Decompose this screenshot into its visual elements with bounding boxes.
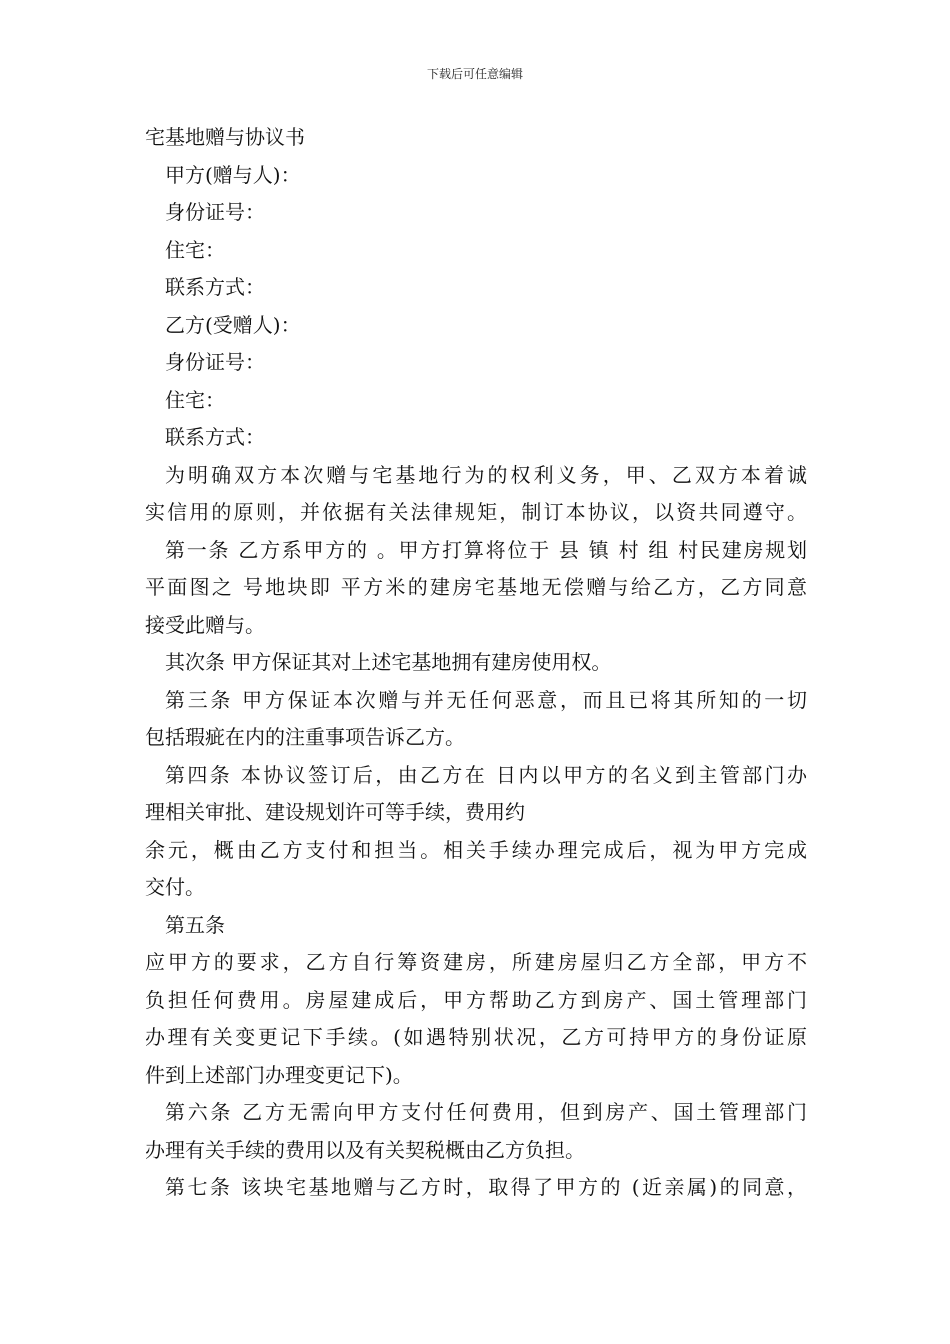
article-4-line-3: 余元，概由乙方支付和担当。相关手续办理完成后，视为甲方完成 — [145, 837, 807, 862]
article-5-line-2: 负担任何费用。房屋建成后，甲方帮助乙方到房产、国土管理部门 — [145, 987, 807, 1012]
article-6-line-2: 办理有关手续的费用以及有关契税概由乙方负担。 — [145, 1137, 585, 1162]
article-4-line-2: 理相关审批、建设规划许可等手续，费用约 — [145, 800, 525, 824]
intro-line-1: 为明确双方本次赠与宅基地行为的权利义务，甲、乙双方本着诚 — [165, 462, 807, 487]
header-note: 下载后可任意编辑 — [426, 67, 523, 81]
party-b-contact: 联系方式： — [165, 425, 265, 449]
article-1-line-3: 接受此赠与。 — [145, 612, 265, 637]
article-2-line-1: 其次条 甲方保证其对上述宅基地拥有建房使用权。 — [165, 650, 612, 674]
party-b-id: 身份证号： — [165, 350, 265, 374]
article-4-line-1: 第四条 本协议签订后，由乙方在 日内以甲方的名义到主管部门办 — [165, 762, 807, 787]
document-body — [145, 119, 807, 1207]
article-1-line-2: 平面图之 号地块即 平方米的建房宅基地无偿赠与给乙方，乙方同意 — [145, 575, 807, 599]
party-a-contact: 联系方式： — [165, 275, 265, 299]
article-1-line-1: 第一条 乙方系甲方的 。甲方打算将位于 县 镇 村 组 村民建房规划 — [165, 537, 807, 562]
party-a-label: 甲方(赠与人)： — [165, 162, 301, 187]
article-5-line-4: 件到上述部门办理变更记下)。 — [145, 1062, 413, 1087]
intro-line-2: 实信用的原则，并依据有关法律规矩，制订本协议，以资共同遵守。 — [145, 500, 807, 524]
article-5-line-1: 应甲方的要求，乙方自行筹资建房，所建房屋归乙方全部，甲方不 — [145, 950, 807, 974]
article-5-heading: 第五条 — [165, 912, 225, 937]
document-title: 宅基地赠与协议书 — [145, 125, 305, 149]
article-3-line-2: 包括瑕疵在内的注重事项告诉乙方。 — [145, 725, 465, 749]
article-6-line-1: 第六条 乙方无需向甲方支付任何费用，但到房产、国土管理部门 — [165, 1100, 807, 1124]
article-3-line-1: 第三条 甲方保证本次赠与并无任何恶意，而且已将其所知的一切 — [165, 687, 807, 712]
party-b-address: 住宅： — [165, 387, 225, 412]
party-a-id: 身份证号： — [165, 200, 265, 224]
article-7-line-1: 第七条 该块宅基地赠与乙方时，取得了甲方的 (近亲属)的同意， — [165, 1175, 807, 1199]
party-a-address: 住宅： — [165, 237, 225, 262]
party-b-label: 乙方(受赠人)： — [165, 312, 301, 337]
article-4-line-4: 交付。 — [145, 875, 205, 899]
article-5-line-3: 办理有关变更记下手续。(如遇特别状况，乙方可持甲方的身份证原 — [145, 1025, 807, 1049]
